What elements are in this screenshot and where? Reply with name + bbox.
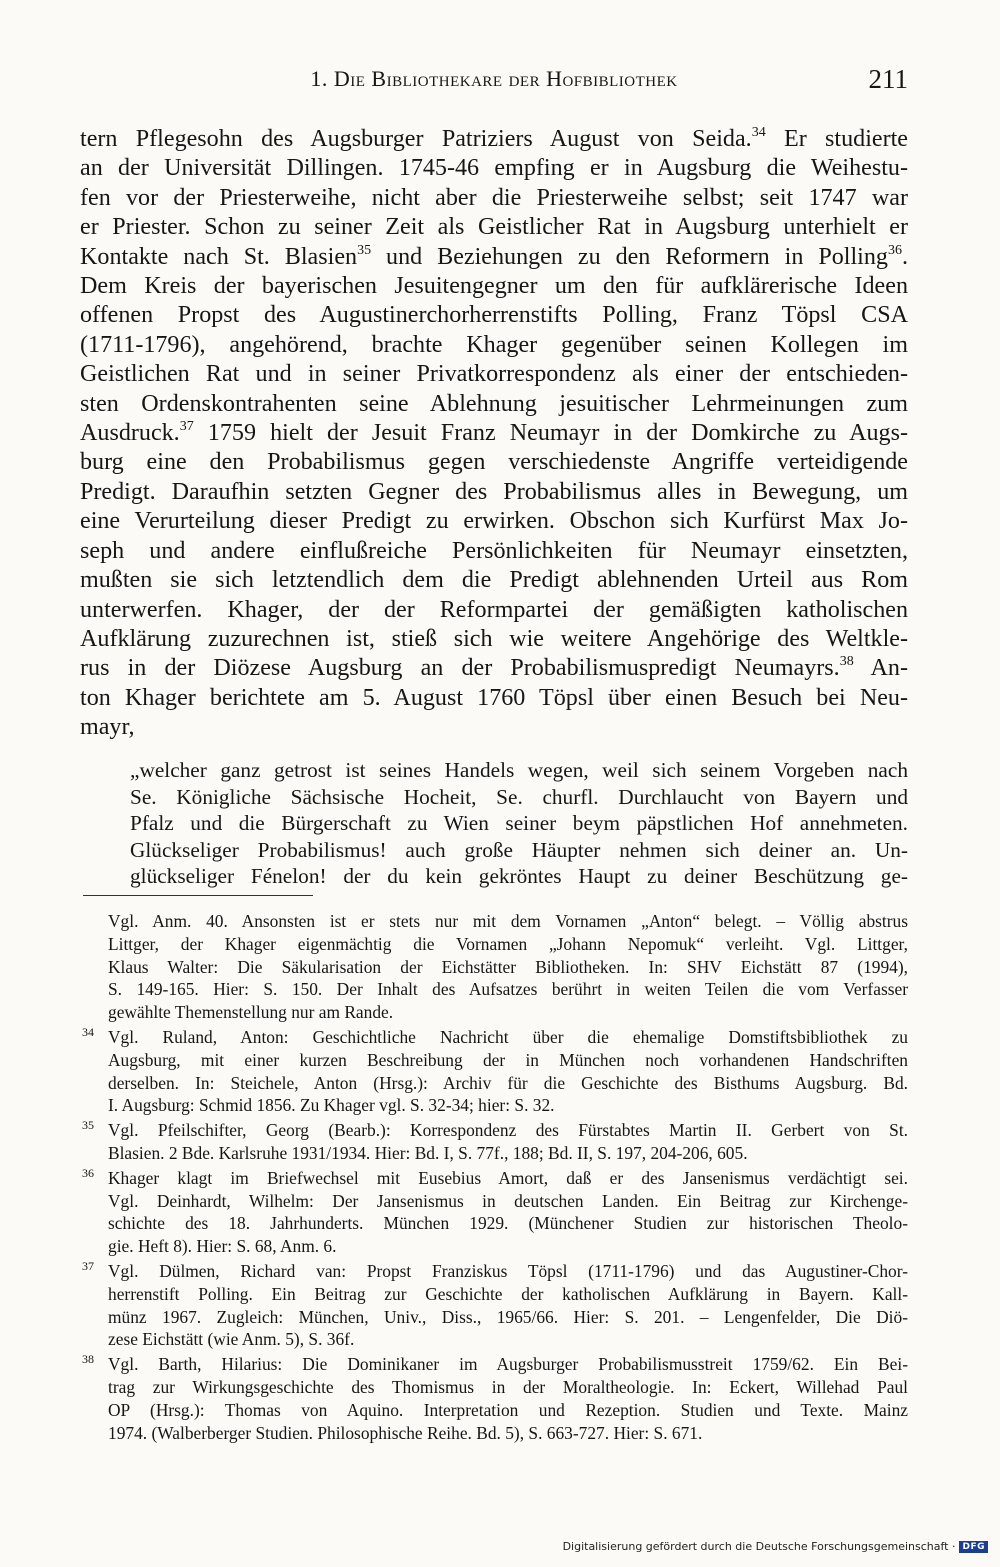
footnote-37: 37 Vgl. Dülmen, Richard van: Propst Franziskus Töpsl (1711-1796) und das Augustiner-Chor- herrenstift Polling. Ein Beitrag zur Geschichte der katholischen Aufklärung in Bayern. Kall- münz 1967. Zugleich: München, Univ., Diss., 1965/66. Hier: S. 201. – Lengenfelder, Die Diö- zese Eichstätt (wie Anm. 5), S. 36f. (80, 1260, 908, 1351)
footnote-ref[interactable]: 38 (839, 654, 854, 670)
text-line: mußten sie sich letztendlich dem die Predigt ablehnenden Urteil aus Rom (80, 567, 908, 594)
footnotes (80, 910, 908, 1446)
text-line: unterwerfen. Khager, der der Reformpartei der gemäßigten katholischen (80, 596, 908, 623)
quote-line: „welcher ganz getrost ist seines Handels wegen, weil sich seinem Vorgeben nach (130, 758, 908, 782)
text-line: Kontakte nach St. Blasien$^{35}$ und Beziehungen zu den Reformern in Polling$^{36}$. (80, 242, 908, 270)
main-text (80, 125, 908, 743)
quote-line: Pfalz und die Bürgerschaft zu Wien seiner beym päpstlichen Hof annehmeten. (130, 811, 908, 836)
running-header (80, 64, 908, 98)
footnote-mark: 37 (82, 1258, 94, 1273)
text-line: fen vor der Priesterweihe, nicht aber die Priesterweihe selbst; seit 1747 war (80, 184, 908, 211)
text-line: rus in der Diözese Augsburg an der Probabilismuspredigt Neumayrs.$^{38}$ An- (80, 654, 908, 682)
dfg-logo-icon: DFG (959, 1541, 988, 1553)
text-line: Predigt. Daraufhin setzten Gegner des Probabilismus alles in Bewegung, um (80, 478, 908, 505)
footnote-mark: 35 (82, 1118, 94, 1133)
text-line: seph und andere einflußreiche Persönlichkeiten für Neumayr einsetzten, (80, 537, 908, 564)
footnote-35: 35 Vgl. Pfeilschifter, Georg (Bearb.): Korrespondenz des Fürstabtes Martin II. Gerbert von St. Blasien. 2 Bde. Karlsruhe 1931/1934. Hier: Bd. I, S. 77f., 188; Bd. II, S. 197, 204-206, 605. (80, 1119, 908, 1165)
text-line: sten Ordenskontrahenten seine Ablehnung jesuitischer Lehrmeinungen zum (80, 390, 908, 417)
footnote-ref[interactable]: 35 (357, 242, 372, 258)
footnote-34: 34 Vgl. Ruland, Anton: Geschichtliche Nachricht über die ehemalige Domstiftsbibliothek zu Augsburg, mit einer kurzen Beschreibung der in München noch vorhandenen Handschriften derselben. In: Steichele, Anton (Hrsg.): Archiv für die Geschichte des Bisthums Augsburg. Bd. I. Augsburg: Schmid 1856. Zu Khager vgl. S. 32-34; hier: S. 32. (80, 1026, 908, 1117)
text-line: an der Universität Dillingen. 1745-46 empfing er in Augsburg die Weihestu- (80, 155, 908, 182)
text-line: (1711-1796), angehörend, brachte Khager gegenüber seinen Kollegen im (80, 331, 908, 358)
footnote-divider (83, 895, 313, 896)
text-line: er Priester. Schon zu seiner Zeit als Geistlicher Rat in Augsburg unterhielt er (80, 214, 908, 241)
text-line: offenen Propst des Augustinerchorherrenstifts Polling, Franz Töpsl CSA (80, 302, 908, 329)
quote-line: Se. Königliche Sächsische Hocheit, Se. churfl. Durchlaucht von Bayern und (130, 784, 908, 809)
text-line: ton Khager berichtete am 5. August 1760 Töpsl über einen Besuch bei Neu- (80, 684, 908, 711)
credit-text: Digitalisierung gefördert durch die Deutsche Forschungsgemeinschaft · (562, 1540, 956, 1553)
text-line: Aufklärung zuzurechnen ist, stieß sich wie weitere Angehörige des Weltkle- (80, 625, 908, 652)
text-line: eine Verurteilung dieser Predigt zu erwirken. Obschon sich Kurfürst Max Jo- (80, 508, 908, 535)
digitization-credit (563, 1540, 988, 1553)
text-line: tern Pflegesohn des Augsburger Patriziers August von Seida.$^{34}$ Er studierte (80, 125, 908, 152)
footnote-ref[interactable]: 34 (751, 125, 766, 140)
block-quote (130, 757, 908, 890)
footnote-mark: 36 (82, 1165, 94, 1180)
quote-line: glückseliger Fénelon! der du kein gekröntes Haupt zu deiner Beschützung ge- (130, 864, 908, 889)
running-title: 1. Die Bibliothekare der Hofbibliothek (310, 66, 678, 91)
footnote-ref[interactable]: 37 (179, 419, 194, 435)
footnote-ref[interactable]: 36 (887, 242, 902, 258)
text-line: Geistlichen Rat und in seiner Privatkorrespondenz als einer der entschieden- (80, 361, 908, 388)
text-line: mayr, (80, 714, 135, 741)
text-line: Ausdruck.$^{37}$ 1759 hielt der Jesuit Franz Neumayr in der Domkirche zu Augs- (80, 419, 908, 447)
quote-line: Glückseliger Probabilismus! auch große Häupter nehmen sich deiner an. Un- (130, 837, 908, 862)
footnote-mark: 38 (82, 1352, 94, 1367)
footnote-36: 36 Khager klagt im Briefwechsel mit Eusebius Amort, daß er des Jansenismus verdächtigt sei. Vgl. Deinhardt, Wilhelm: Der Jansenismus in deutschen Landen. Ein Beitrag zur Kirchenge- schichte des 18. Jahrhunderts. München 1929. (Münchener Studien zur historischen Theolo- gie. Heft 8). Hier: S. 68, Anm. 6. (80, 1167, 908, 1258)
text-line: Dem Kreis der bayerischen Jesuitengegner um den für aufklärerische Ideen (80, 273, 908, 300)
footnote-38: 38 Vgl. Barth, Hilarius: Die Dominikaner im Augsburger Probabilismusstreit 1759/62. Ein Bei- trag zur Wirkungsgeschichte des Thomismus in der Moraltheologie. In: Eckert, Willehad Paul OP (Hrsg.): Thomas von Aquino. Interpretation und Rezeption. Studien und Texte. Mainz 1974. (Walberberger Studien. Philosophische Reihe. Bd. 5), S. 663-727. Hier: S. 671. (80, 1353, 908, 1444)
page-number: 211 (868, 64, 908, 94)
footnote-continued: Vgl. Anm. 40. Ansonsten ist er stets nur mit dem Vornamen „Anton“ belegt. – Völlig abstrus Littger, der Khager eigenmächtig die Vornamen „Johann Nepomuk“ verleiht. Vgl. Littger, Klaus Walter: Die Säkularisation der Eichstätter Bibliotheken. In: SHV Eichstätt 87 (1994), S. 149-165. Hier: S. 150. Der Inhalt des Aufsatzes berührt in weiten Teilen die vom Verfasser gewählte Themenstellung nur am Rande. (108, 911, 908, 1023)
text-line: burg eine den Probabilismus gegen verschiedenste Angriffe verteidigende (80, 449, 908, 476)
footnote-mark: 34 (82, 1024, 94, 1039)
